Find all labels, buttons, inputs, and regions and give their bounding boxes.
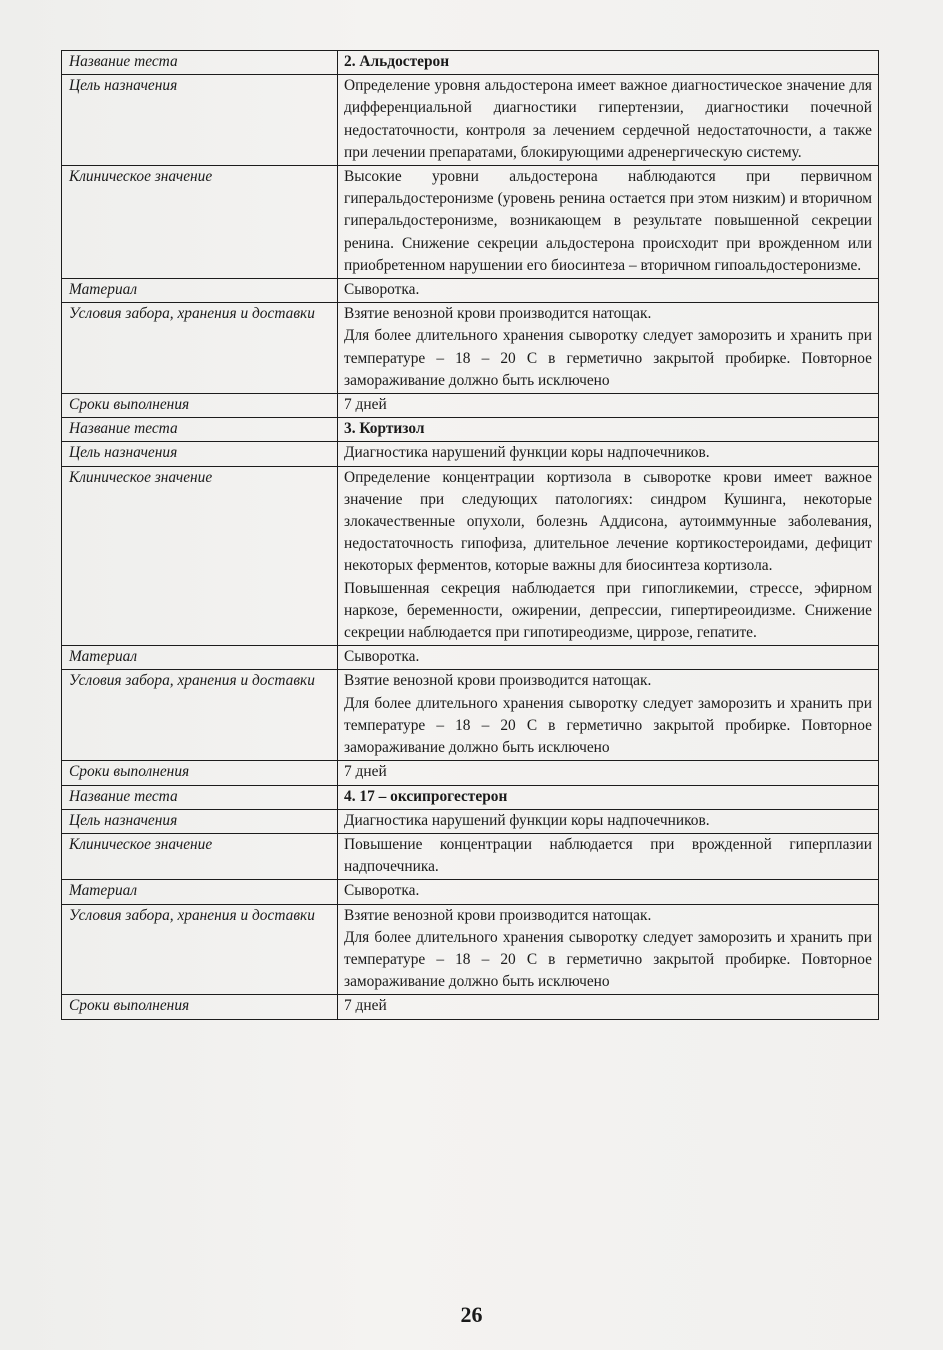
row-purpose	[62, 442, 879, 466]
test-name-label: Название теста	[62, 785, 338, 809]
turnaround-time-label: Сроки выполнения	[62, 761, 338, 785]
row-collection-conditions	[62, 904, 879, 995]
purpose-value	[338, 442, 879, 466]
purpose-label: Цель назначения	[62, 75, 338, 166]
row-clinical-significance	[62, 166, 879, 279]
row-purpose	[62, 75, 879, 166]
material-value	[338, 880, 879, 904]
clinical-significance-label: Клиническое значение	[62, 166, 338, 279]
row-collection-conditions	[62, 303, 879, 394]
paragraph: Для более длительного хранения сыворотку следует заморозить и хранить при температуре – 18 – 20 С в герметично закрытой пробирке. Повторное замораживание должно быть исключено	[344, 928, 872, 991]
clinical-significance-label: Клиническое значение	[62, 466, 338, 646]
paragraph: 3. Кортизол	[344, 420, 425, 438]
material-label: Материал	[62, 279, 338, 303]
paragraph: Сыворотка.	[344, 648, 420, 666]
row-turnaround-time	[62, 394, 879, 418]
paragraph: Повышенная секреция наблюдается при гипогликемии, стрессе, эфирном наркозе, беременности, ожирении, депрессии, гипертиреоидизме. Снижение секреции наблюдается при гипотиреодизме, циррозе, гепатите.	[344, 579, 872, 642]
row-turnaround-time	[62, 995, 879, 1019]
paragraph: Сыворотка.	[344, 281, 420, 299]
paragraph: Определение уровня альдостерона имеет важное диагностическое значение для дифференциальной диагностики гипертензии, диагностики почечной недостаточности, контроля за лечением сердечной недостаточности, а также при лечении препаратами, блокирующими адренергическую систему.	[344, 77, 872, 161]
purpose-label: Цель назначения	[62, 442, 338, 466]
test-name-value	[338, 418, 879, 442]
turnaround-time-label: Сроки выполнения	[62, 394, 338, 418]
clinical-significance-value	[338, 166, 879, 279]
collection-conditions-value	[338, 670, 879, 761]
paragraph: Взятие венозной крови производится натощак.	[344, 906, 652, 924]
row-clinical-significance	[62, 466, 879, 646]
paragraph: Взятие венозной крови производится натощак.	[344, 672, 652, 690]
row-clinical-significance	[62, 833, 879, 879]
paragraph: 7 дней	[344, 396, 387, 414]
test-name-value	[338, 785, 879, 809]
paragraph: 2. Альдостерон	[344, 53, 450, 70]
row-material	[62, 880, 879, 904]
collection-conditions-label: Условия забора, хранения и доставки	[62, 904, 338, 995]
clinical-significance-value	[338, 466, 879, 646]
test-name-value	[338, 51, 879, 75]
row-material	[62, 646, 879, 670]
row-purpose	[62, 809, 879, 833]
row-turnaround-time	[62, 761, 879, 785]
row-test-name	[62, 418, 879, 442]
purpose-label: Цель назначения	[62, 809, 338, 833]
turnaround-time-value	[338, 995, 879, 1019]
material-value	[338, 646, 879, 670]
collection-conditions-label: Условия забора, хранения и доставки	[62, 670, 338, 761]
turnaround-time-label: Сроки выполнения	[62, 995, 338, 1019]
collection-conditions-value	[338, 904, 879, 995]
paragraph: Сыворотка.	[344, 882, 420, 900]
material-label: Материал	[62, 646, 338, 670]
paragraph: 7 дней	[344, 763, 387, 781]
paragraph: 4. 17 – оксипрогестерон	[344, 787, 508, 805]
test-name-label: Название теста	[62, 51, 338, 75]
test-table	[61, 50, 879, 1020]
paragraph: Высокие уровни альдостерона наблюдаются при первичном гиперальдостеронизме (уровень ренина остается при этом низким) и вторичном гиперальдостеронизме, возникающем в результате повышенной секреции ренина. Снижение секреции альдостерона происходит при врожденном или приобретенном нарушении его биосинтеза – вторичном гипоальдостеронизме.	[344, 168, 872, 274]
turnaround-time-value	[338, 761, 879, 785]
collection-conditions-label: Условия забора, хранения и доставки	[62, 303, 338, 394]
row-test-name	[62, 51, 879, 75]
material-label: Материал	[62, 880, 338, 904]
paragraph: Повышение концентрации наблюдается при врожденной гиперплазии надпочечника.	[344, 835, 872, 876]
test-name-label: Название теста	[62, 418, 338, 442]
row-test-name	[62, 785, 879, 809]
row-collection-conditions	[62, 670, 879, 761]
paragraph: Диагностика нарушений функции коры надпочечников.	[344, 811, 710, 829]
test-table-body	[62, 51, 879, 1020]
page-number: 26	[460, 1302, 483, 1327]
row-material	[62, 279, 879, 303]
clinical-significance-label: Клиническое значение	[62, 833, 338, 879]
turnaround-time-value	[338, 394, 879, 418]
paragraph: Определение концентрации кортизола в сыворотке крови имеет важное значение при следующих патологиях: синдром Кушинга, некоторые злокачественные опухоли, болезнь Аддисона, аутоиммунные заболевания, недостаточность гипофиза, длительное лечение кортикостероидами, дефицит некоторых ферментов, которые важны для биосинтеза кортизола.	[344, 468, 872, 575]
clinical-significance-value	[338, 833, 879, 879]
paragraph: Для более длительного хранения сыворотку следует заморозить и хранить при температуре – 18 – 20 С в герметично закрытой пробирке. Повторное замораживание должно быть исключено	[344, 327, 872, 389]
paragraph: Для более длительного хранения сыворотку следует заморозить и хранить при температуре – 18 – 20 С в герметично закрытой пробирке. Повторное замораживание должно быть исключено	[344, 694, 872, 757]
purpose-value	[338, 75, 879, 166]
purpose-value	[338, 809, 879, 833]
collection-conditions-value	[338, 303, 879, 394]
paragraph: Взятие венозной крови производится натощак.	[344, 305, 652, 323]
material-value	[338, 279, 879, 303]
paragraph: Диагностика нарушений функции коры надпочечников.	[344, 444, 710, 462]
paragraph: 7 дней	[344, 997, 387, 1015]
